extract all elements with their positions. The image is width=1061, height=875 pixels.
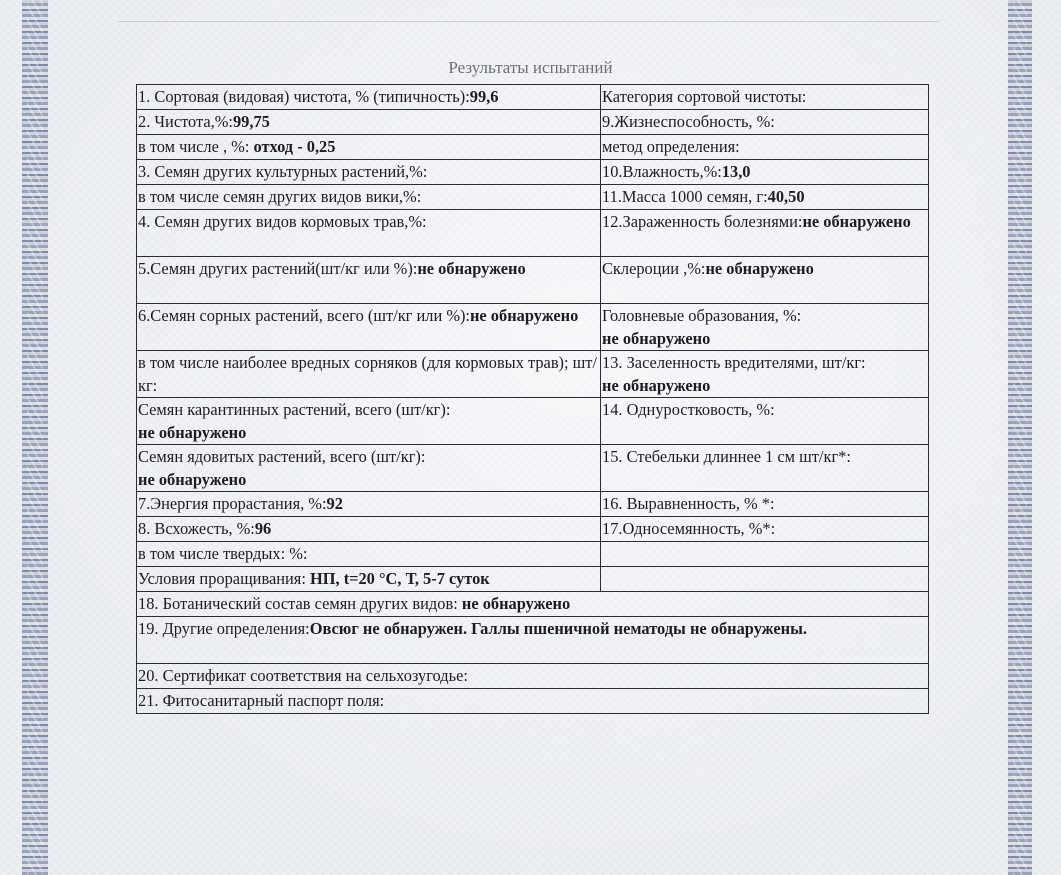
table-cell: в том числе , %: отход - 0,25 xyxy=(137,135,601,160)
table-cell: 8. Всхожесть, %:96 xyxy=(137,517,601,542)
table-cell: 15. Стебельки длиннее 1 см шт/кг*: xyxy=(601,445,929,492)
table-row xyxy=(137,210,929,257)
table-cell: 6.Семян сорных растений, всего (шт/кг или %):не обнаружено xyxy=(137,304,601,351)
table-row xyxy=(137,135,929,160)
table-cell: 18. Ботанический состав семян других видов: не обнаружено xyxy=(137,592,929,617)
table-cell: 7.Энергия прорастания, %:92 xyxy=(137,492,601,517)
table-row xyxy=(137,304,929,351)
table-row xyxy=(137,567,929,592)
table-cell: 9.Жизнеспособность, %: xyxy=(601,110,929,135)
table-cell: Семян ядовитых растений, всего (шт/кг): не обнаружено xyxy=(137,445,601,492)
table-row xyxy=(137,257,929,304)
table-cell: 17.Односемянность, %*: xyxy=(601,517,929,542)
table-cell: Категория сортовой чистоты: xyxy=(601,85,929,110)
table-cell: 11.Масса 1000 семян, г:40,50 xyxy=(601,185,929,210)
table-cell: 21. Фитосанитарный паспорт поля: xyxy=(137,689,929,714)
table-cell: 1. Сортовая (видовая) чистота, % (типичность):99,6 xyxy=(137,85,601,110)
table-cell: Склероции ,%:не обнаружено xyxy=(601,257,929,304)
table-cell: 10.Влажность,%:13,0 xyxy=(601,160,929,185)
table-row xyxy=(137,398,929,445)
table-cell: в том числе наиболее вредных сорняков (для кормовых трав); шт/кг: xyxy=(137,351,601,398)
table-cell: 3. Семян других культурных растений,%: xyxy=(137,160,601,185)
table-row xyxy=(137,351,929,398)
decorative-border-right xyxy=(1008,0,1032,875)
results-table xyxy=(136,84,929,714)
table-cell: в том числе семян других видов вики,%: xyxy=(137,185,601,210)
table-cell: метод определения: xyxy=(601,135,929,160)
table-cell: 2. Чистота,%:99,75 xyxy=(137,110,601,135)
table-row-full xyxy=(137,664,929,689)
top-divider xyxy=(118,21,940,22)
table-cell: 4. Семян других видов кормовых трав,%: xyxy=(137,210,601,257)
decorative-border-left xyxy=(22,0,48,875)
table-row-full xyxy=(137,689,929,714)
table-cell: 14. Однуростковость, %: xyxy=(601,398,929,445)
table-cell: 13. Заселенность вредителями, шт/кг: не обнаружено xyxy=(601,351,929,398)
table-row-full xyxy=(137,617,929,664)
table-cell: 19. Другие определения:Овсюг не обнаружен. Галлы пшеничной нематоды не обнаружены. xyxy=(137,617,929,664)
table-row xyxy=(137,542,929,567)
table-row xyxy=(137,110,929,135)
table-cell: Условия проращивания: НП, t=20 °C, Т, 5-7 суток xyxy=(137,567,601,592)
table-row xyxy=(137,185,929,210)
table-cell: 12.Зараженность болезнями:не обнаружено xyxy=(601,210,929,257)
table-cell: 20. Сертификат соответствия на сельхозугодье: xyxy=(137,664,929,689)
table-cell: 5.Семян других растений(шт/кг или %):не обнаружено xyxy=(137,257,601,304)
table-row xyxy=(137,85,929,110)
table-cell: Головневые образования, %: не обнаружено xyxy=(601,304,929,351)
table-cell xyxy=(601,542,929,567)
table-cell: 16. Выравненность, % *: xyxy=(601,492,929,517)
table-cell xyxy=(601,567,929,592)
table-row xyxy=(137,160,929,185)
table-cell: Семян карантинных растений, всего (шт/кг): не обнаружено xyxy=(137,398,601,445)
page-title: Результаты испытаний xyxy=(448,58,613,77)
table-row xyxy=(137,492,929,517)
table-row-full xyxy=(137,592,929,617)
table-cell: в том числе твердых: %: xyxy=(137,542,601,567)
table-row xyxy=(137,517,929,542)
table-row xyxy=(137,445,929,492)
